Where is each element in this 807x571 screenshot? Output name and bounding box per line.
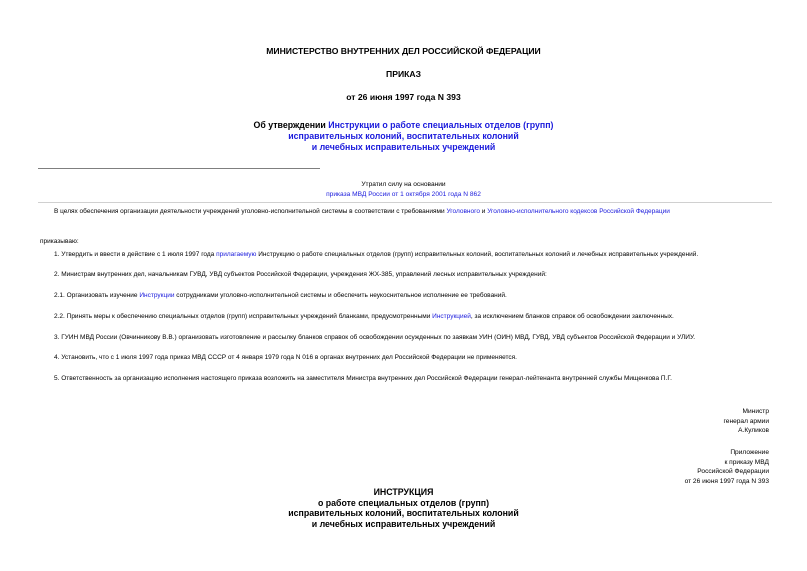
instruction-title bbox=[0, 487, 807, 529]
instruction-link-2-1[interactable]: Инструкции bbox=[139, 292, 175, 299]
item-1 bbox=[54, 251, 698, 258]
ministry-heading: МИНИСТЕРСТВО ВНУТРЕННИХ ДЕЛ РОССИЙСКОЙ ФЕДЕРАЦИИ bbox=[266, 46, 541, 56]
instruction-line-3: и лечебных исправительных учреждений bbox=[311, 518, 496, 529]
attached-instruction-link[interactable]: прилагаемую bbox=[216, 251, 257, 258]
instruction-line-2: исправительных колоний, воспитательных колоний bbox=[288, 508, 519, 518]
preamble bbox=[54, 208, 670, 215]
document-title bbox=[0, 120, 807, 153]
title-prefix: Об утверждении bbox=[253, 120, 329, 130]
item-1-text-a: 1. Утвердить и ввести в действие с 1 июля 1997 года bbox=[54, 251, 217, 258]
appendix-line-4: от 26 июня 1997 года N 393 bbox=[684, 477, 769, 485]
item-2: 2. Министрам внутренних дел, начальникам ГУВД, УВД субъектов Российской Федерации, учреждения ЖХ-385, управлений лесных исправительных учреждений: bbox=[54, 271, 547, 278]
preamble-text: В целях обеспечения организации деятельности учреждений уголовно-исполнительной системы в соответствии с требованиями bbox=[54, 208, 447, 215]
item-2-2-text-b: , за исключением бланков справок об освобождении заключенных. bbox=[470, 313, 674, 320]
instruction-link-part-3[interactable]: и лечебных исправительных учреждений bbox=[311, 142, 496, 152]
instruction-link-2-2[interactable]: Инструкцией bbox=[432, 313, 471, 320]
signature-name: А.Куликов bbox=[738, 427, 769, 435]
repeal-order-link[interactable]: приказа МВД России от 1 октября 2001 года N 862 bbox=[326, 191, 481, 198]
instruction-heading: ИНСТРУКЦИЯ bbox=[373, 487, 434, 497]
item-1-text-b: Инструкцию о работе специальных отделов (групп) исправительных колоний, воспитательных колоний и лечебных исправительных учреждений. bbox=[256, 251, 699, 258]
status-bottom-rule bbox=[38, 202, 772, 203]
instruction-line-1: о работе специальных отделов (групп) bbox=[317, 497, 490, 508]
repeal-status: Утратил силу на основании bbox=[361, 181, 446, 188]
item-4: 4. Установить, что с 1 июля 1997 года приказ МВД СССР от 4 января 1979 года N 016 в органах внутренних дел Российской Федерации не применяется. bbox=[54, 354, 517, 361]
criminal-code-link[interactable]: Уголовного bbox=[446, 208, 480, 215]
signature-block bbox=[724, 407, 769, 436]
doc-type-heading: ПРИКАЗ bbox=[386, 69, 421, 79]
preamble-mid: и bbox=[479, 208, 488, 215]
instruction-link-part-2[interactable]: исправительных колоний, воспитательных колоний bbox=[288, 131, 519, 141]
signature-line-2: генерал армии bbox=[723, 417, 769, 425]
doc-date-number: от 26 июня 1997 года N 393 bbox=[346, 92, 461, 102]
appendix-line-1: Приложение bbox=[730, 449, 769, 456]
title-line-1 bbox=[0, 120, 807, 131]
order-word: приказываю: bbox=[40, 238, 79, 245]
item-2-1 bbox=[54, 292, 507, 299]
appendix-line-3: Российской Федерации bbox=[697, 468, 769, 476]
signature-line-1: Министр bbox=[742, 408, 769, 415]
item-2-2 bbox=[54, 313, 674, 320]
appendix-line-2: к приказу МВД bbox=[724, 458, 769, 466]
item-2-2-text-a: 2.2. Принять меры к обеспечению специальных отделов (групп) исправительных учреждений бланками, предусмотренными bbox=[54, 313, 433, 320]
appendix-block bbox=[685, 448, 769, 486]
penal-code-link[interactable]: Уголовно-исполнительного кодексов Российской Федерации bbox=[487, 208, 670, 215]
item-2-1-text-b: сотрудниками уголовно-исполнительной системы и обеспечить неукоснительное исполнение ее требований. bbox=[174, 292, 507, 299]
instruction-link-part-1[interactable]: Инструкции о работе специальных отделов (групп) bbox=[328, 120, 554, 130]
item-2-1-text-a: 2.1. Организовать изучение bbox=[54, 292, 140, 299]
item-3: 3. ГУИН МВД России (Овчинникову В.В.) организовать изготовление и рассылку бланков справок об освобождении осужденных по заявкам УИН (ОИН) МВД, ГУВД, УВД субъектов Российской Федерации и УЛИУ. bbox=[54, 334, 696, 341]
item-5: 5. Ответственность за организацию исполнения настоящего приказа возложить на заместителя Министра внутренних дел Российской Федерации генерал-лейтенанта внутренней службы Мищенкова П.Г. bbox=[54, 375, 672, 382]
separator-rule bbox=[38, 168, 320, 169]
